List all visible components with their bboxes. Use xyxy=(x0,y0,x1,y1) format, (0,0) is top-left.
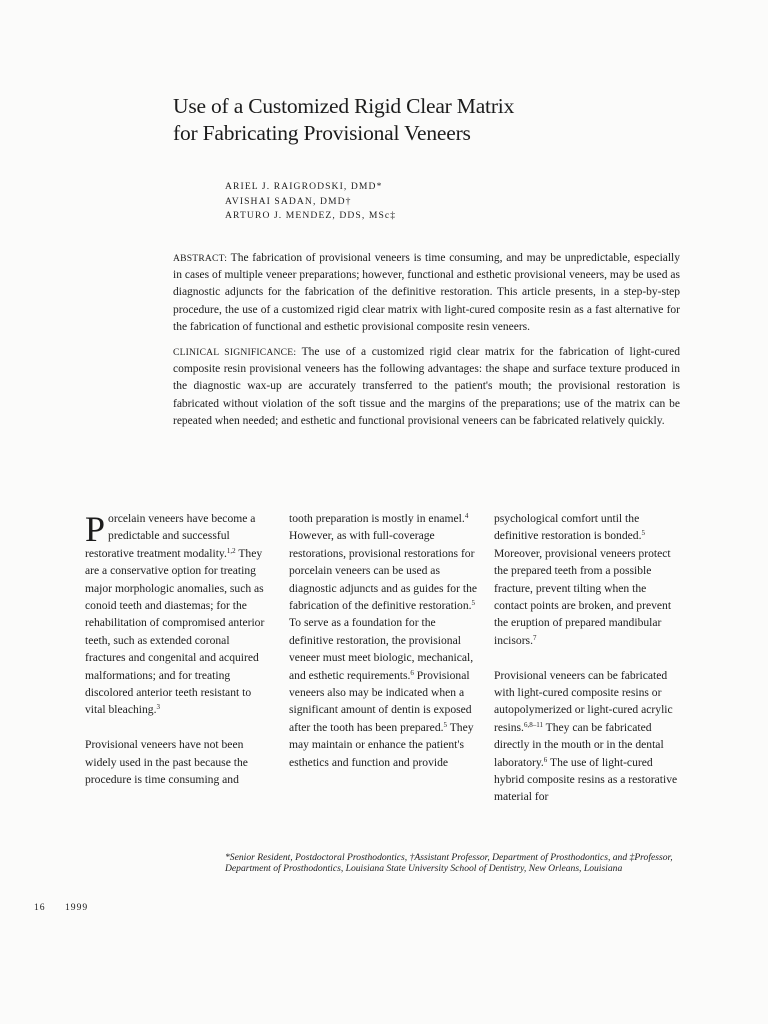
citation-ref: 7 xyxy=(532,633,537,642)
col2-paragraph xyxy=(289,510,479,771)
col3-text-a: psychological comfort until the definitive restoration is bonded. xyxy=(494,512,642,543)
clinical-significance-paragraph xyxy=(173,344,680,430)
abstract-label: ABSTRACT: xyxy=(173,253,228,264)
author-1: ARIEL J. RAIGRODSKI, DMD* xyxy=(225,181,383,192)
citation-ref: 6 xyxy=(410,668,414,677)
title-line-2: for Fabricating Provisional Veneers xyxy=(173,121,471,145)
title-line-1: Use of a Customized Rigid Clear Matrix xyxy=(173,94,515,118)
col1-p1-rest: They are a conservative option for treating major morphologic anomalies, such as conoid teeth and diastemas; for the rehabilitation of compromised anterior teeth, such as extended coronal fractures and congenital and acquired malformations; and for treating discolored anterior teeth resistant to vital bleaching. xyxy=(85,546,265,717)
col1-paragraph-1 xyxy=(85,510,268,719)
abstract-block xyxy=(173,250,680,438)
clinical-significance-label: CLINICAL SIGNIFICANCE: xyxy=(173,347,297,359)
author-list xyxy=(225,180,396,224)
body-column-3 xyxy=(494,510,682,823)
col3-paragraph-2 xyxy=(494,667,682,806)
col2-text-d: Provisional veneers also may be indicated when a significant amount of dentin is exposed after the tooth has been prepared. xyxy=(289,668,472,734)
citation-ref: 4 xyxy=(464,512,469,520)
abstract-paragraph xyxy=(173,250,680,336)
citation-ref: 5 xyxy=(443,720,448,729)
author-2: AVISHAI SADAN, DMD† xyxy=(225,195,352,207)
col3-paragraph-1 xyxy=(494,510,682,649)
citation-ref: 5 xyxy=(641,529,645,538)
page-number: 16 xyxy=(34,902,46,913)
citation-ref: 6 xyxy=(543,755,548,764)
citation-ref: 6,8–11 xyxy=(523,720,543,729)
publication-year: 1999 xyxy=(65,902,89,913)
abstract-text: The fabrication of provisional veneers is time consuming, and may be unpredictable, especially in cases of multiple veneer preparations; however, functional and esthetic provisional veneers, may be used as diagnostic adjuncts for the fabrication of the definitive restoration. This article presents, in a step-by-step procedure, the use of a customized rigid clear matrix with light-cured composite resin as a fast alternative for the fabrication of functional and esthetic provisional composite resin veneers. xyxy=(173,252,681,333)
body-column-2 xyxy=(289,510,479,788)
col2-text-c: To serve as a foundation for the definitive restoration, the provisional veneer must meet biologic, mechanical, and esthetic requirements. xyxy=(289,616,474,682)
col2-text-a: tooth preparation is mostly in enamel. xyxy=(289,512,465,525)
page-footer xyxy=(34,902,104,913)
body-column-1 xyxy=(85,510,268,806)
col2-text-e: They may maintain or enhance the patient's esthetics and function and provide xyxy=(289,720,474,769)
citation-ref: 1,2 xyxy=(226,546,236,555)
col3-text-p2a: Provisional veneers can be fabricated with light-cured composite resins or autopolymerized or light-cured acrylic resins. xyxy=(494,668,673,734)
author-3: ARTURO J. MENDEZ, DDS, MSc‡ xyxy=(225,210,397,221)
col2-text-b: However, as with full-coverage restorations, provisional restorations for porcelain veneers can be used as diagnostic adjuncts and as guides for the fabrication of the definitive restoration. xyxy=(289,529,478,613)
col3-text-b: Moreover, provisional veneers protect the prepared teeth from a possible fracture, prevent tilting when the contact points are broken, and prevent the eruption of prepared mandibular incisors. xyxy=(494,546,672,647)
citation-ref: 3 xyxy=(156,703,160,712)
col1-paragraph-2: Provisional veneers have not been widely used in the past because the procedure is time consuming and xyxy=(85,738,248,787)
citation-ref: 5 xyxy=(471,599,476,608)
drop-cap: P xyxy=(85,509,106,549)
col1-p1-text: orcelain veneers have become a predictable and successful restorative treatment modality. xyxy=(85,512,256,560)
clinical-significance-text: The use of a customized rigid clear matrix for the fabrication of light-cured composite resin provisional veneers has the following advantages: the shape and surface texture produced in the diagnostic wax-up are accurately transferred to the patient's mouth; the provisional restoration is fabricated without violation of the soft tissue and the margins of the preparations; use of the matrix can be repeated when needed; and esthetic and functional provisional veneers can be fabricated relatively quickly. xyxy=(173,346,681,427)
col3-text-p2c: The use of light-cured hybrid composite resins as a restorative material for xyxy=(494,755,678,804)
article-title xyxy=(173,93,693,147)
affiliation-footnote: *Senior Resident, Postdoctoral Prosthodontics, †Assistant Professor, Department of Prosthodontics, and ‡Professor, Department of Prosthodontics, Louisiana State University School of Dentistry, New Orleans, Louisiana xyxy=(225,852,673,875)
col3-text-p2b: They can be fabricated directly in the mouth or in the dental laboratory. xyxy=(494,720,664,769)
